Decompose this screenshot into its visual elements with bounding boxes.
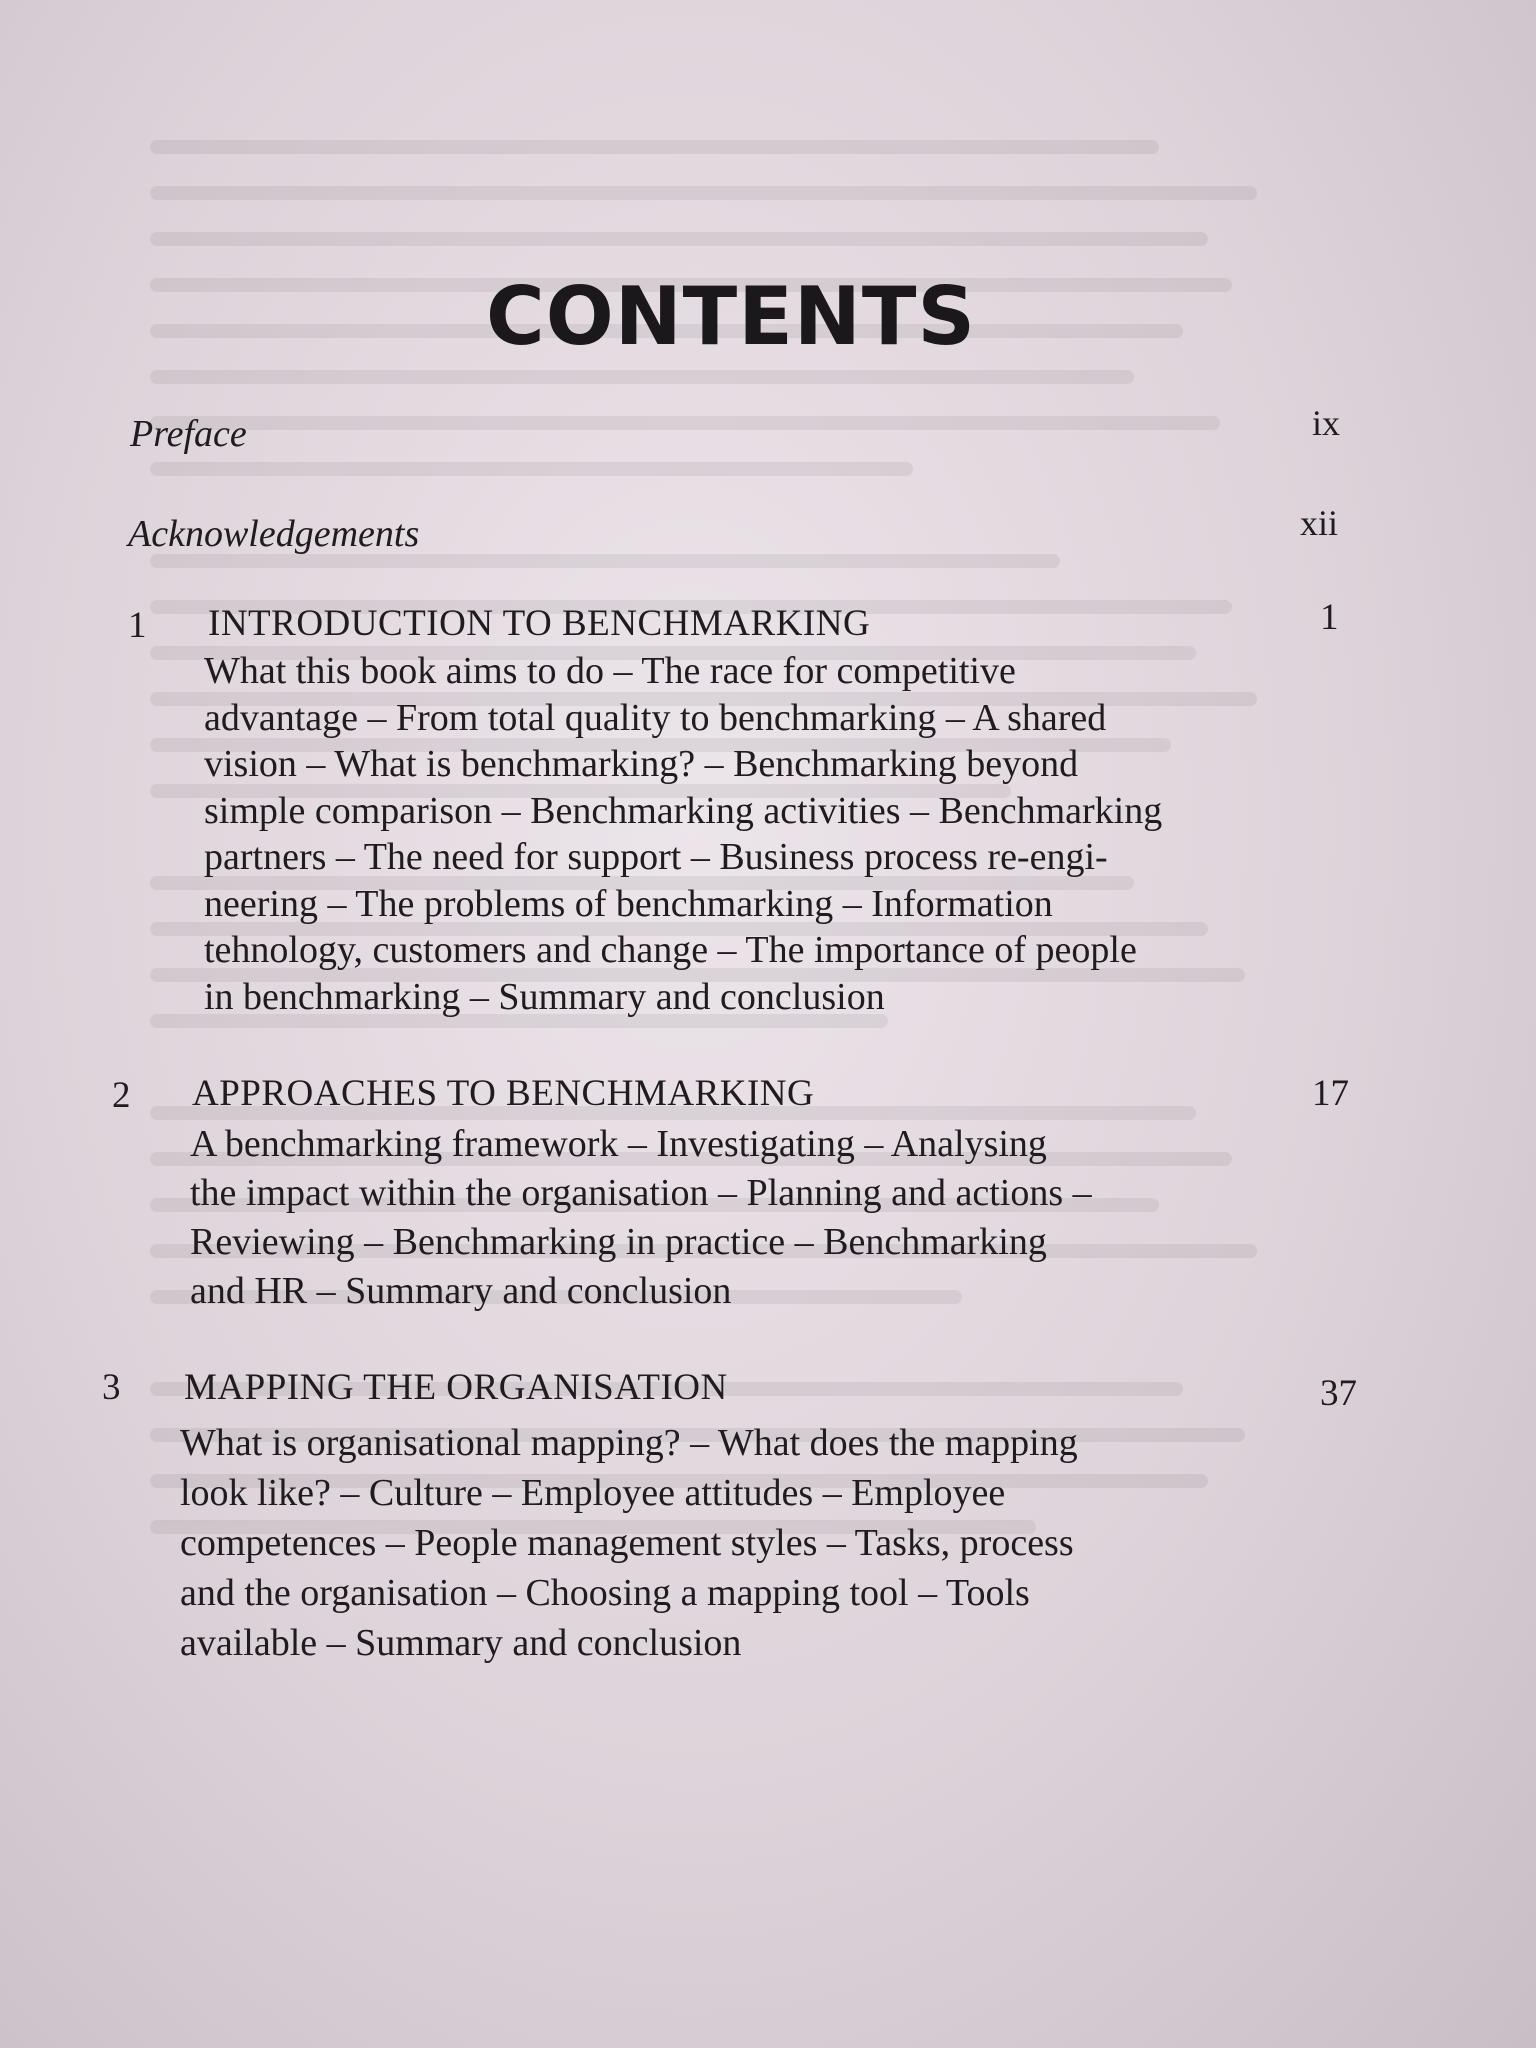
toc-entry-acknowledgements xyxy=(128,503,1338,560)
chapter-number: 3 xyxy=(102,1367,121,1408)
chapter-description: What this book aims to do – The race for competitive advantage – From total quality to benchmarking – A shared vision – What is benchmarking? – Benchmarking beyond simple comparison – Benchmarking activities – Benchmarking partners – The need for support – Business process re-engi- neering – The problems of benchmarking – Information tehnology, customers and change – The importance of people in benchmarking – Summary and conclusion xyxy=(204,650,1163,1018)
chapter-title: INTRODUCTION TO BENCHMARKING xyxy=(208,603,871,644)
toc-entry-page-number: xii xyxy=(1299,503,1338,543)
chapter-page-number: 37 xyxy=(1320,1373,1357,1414)
chapter-title: APPROACHES TO BENCHMARKING xyxy=(192,1073,815,1114)
chapter-number: 2 xyxy=(112,1075,131,1116)
toc-entry-preface xyxy=(130,403,1340,460)
page-title: CONTENTS xyxy=(485,270,977,363)
toc-entry-label: Preface xyxy=(130,413,247,455)
show-through-texture xyxy=(150,140,1380,1940)
chapter-title: MAPPING THE ORGANISATION xyxy=(184,1367,728,1408)
chapter-page-number: 1 xyxy=(1320,597,1339,638)
chapter-page-number: 17 xyxy=(1312,1073,1349,1114)
toc-entry-label: Acknowledgements xyxy=(128,513,420,555)
chapter-description: A benchmarking framework – Investigating – Analysing the impact within the organisation – Planning and actions – Reviewing – Benchmarking in practice – Benchmarking and HR – Summary and conclusion xyxy=(190,1123,1092,1312)
chapter-number: 1 xyxy=(128,605,147,646)
toc-entry-page-number: ix xyxy=(1311,403,1340,443)
chapter-description: What is organisational mapping? – What does the mapping look like? – Culture – Employee attitudes – Employee competences – People management styles – Tasks, process and the organisation – Choosing a mapping tool – Tools available – Summary and conclusion xyxy=(180,1422,1078,1664)
